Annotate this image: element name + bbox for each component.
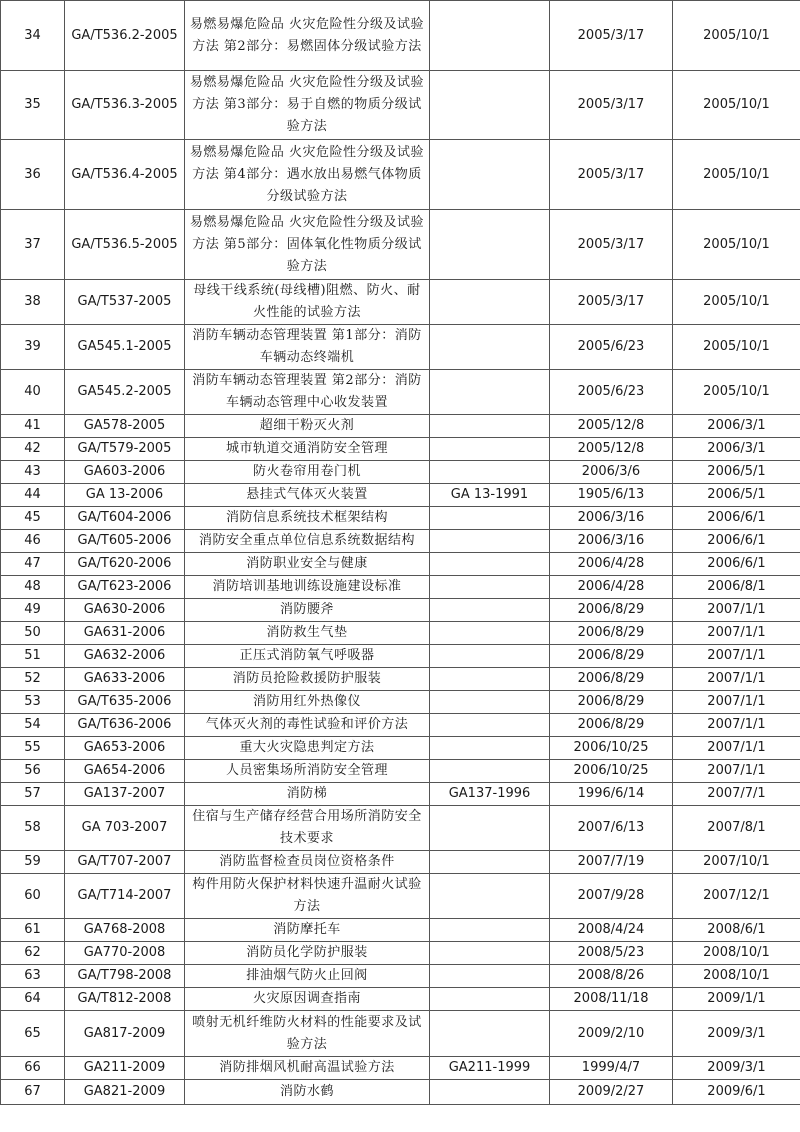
standard-name-cell: 易燃易爆危险品 火灾危险性分级及试验方法 第2部分：易燃固体分级试验方法 [185,1,430,71]
table-row [1,874,800,919]
publish-date-cell: 2005/12/8 [550,438,673,461]
replaced-standard-cell [430,668,550,691]
standard-code-cell: GA821-2009 [65,1080,185,1105]
publish-date-cell: 2006/8/29 [550,668,673,691]
standard-code-cell: GA654-2006 [65,760,185,783]
standard-name-cell: 消防培训基地训练设施建设标准 [185,576,430,599]
replaced-standard-cell [430,874,550,919]
row-number-cell: 47 [1,553,65,576]
standard-name-cell: 消防救生气垫 [185,622,430,645]
table-row [1,484,800,507]
table-row [1,691,800,714]
standard-code-cell: GA/T536.5-2005 [65,210,185,280]
effective-date-cell: 2007/1/1 [673,668,800,691]
standard-name-cell: 住宿与生产储存经营合用场所消防安全技术要求 [185,806,430,851]
row-number-cell: 66 [1,1057,65,1080]
standard-code-cell: GA 13-2006 [65,484,185,507]
effective-date-cell: 2007/1/1 [673,691,800,714]
standard-name-cell: 消防车辆动态管理装置 第2部分：消防车辆动态管理中心收发装置 [185,370,430,415]
row-number-cell: 53 [1,691,65,714]
standard-code-cell: GA137-2007 [65,783,185,806]
effective-date-cell: 2006/8/1 [673,576,800,599]
replaced-standard-cell [430,714,550,737]
row-number-cell: 67 [1,1080,65,1105]
standard-name-cell: 城市轨道交通消防安全管理 [185,438,430,461]
row-number-cell: 49 [1,599,65,622]
table-row [1,668,800,691]
standard-code-cell: GA633-2006 [65,668,185,691]
publish-date-cell: 2005/3/17 [550,1,673,71]
replaced-standard-cell [430,415,550,438]
standard-code-cell: GA/T798-2008 [65,965,185,988]
table-row [1,1,800,71]
standard-name-cell: 消防梯 [185,783,430,806]
standard-name-cell: 母线干线系统(母线槽)阻燃、防火、耐火性能的试验方法 [185,280,430,325]
row-number-cell: 51 [1,645,65,668]
row-number-cell: 36 [1,140,65,210]
replaced-standard-cell [430,325,550,370]
table-row [1,783,800,806]
effective-date-cell: 2006/6/1 [673,507,800,530]
standard-code-cell: GA/T812-2008 [65,988,185,1011]
standard-name-cell: 重大火灾隐患判定方法 [185,737,430,760]
table-row [1,461,800,484]
table-row [1,71,800,140]
effective-date-cell: 2006/5/1 [673,461,800,484]
publish-date-cell: 1996/6/14 [550,783,673,806]
publish-date-cell: 2005/6/23 [550,325,673,370]
replaced-standard-cell [430,1,550,71]
standard-code-cell: GA 703-2007 [65,806,185,851]
row-number-cell: 44 [1,484,65,507]
row-number-cell: 45 [1,507,65,530]
table-row [1,737,800,760]
standard-code-cell: GA/T623-2006 [65,576,185,599]
row-number-cell: 58 [1,806,65,851]
table-row [1,576,800,599]
effective-date-cell: 2007/1/1 [673,760,800,783]
publish-date-cell: 2006/3/6 [550,461,673,484]
standard-name-cell: 易燃易爆危险品 火灾危险性分级及试验方法 第3部分：易于自燃的物质分级试验方法 [185,71,430,140]
replaced-standard-cell [430,438,550,461]
publish-date-cell: 2006/8/29 [550,691,673,714]
standard-code-cell: GA770-2008 [65,942,185,965]
table-row [1,965,800,988]
table-row [1,1057,800,1080]
table-row [1,210,800,280]
row-number-cell: 62 [1,942,65,965]
table-row [1,919,800,942]
standard-code-cell: GA211-2009 [65,1057,185,1080]
publish-date-cell: 1905/6/13 [550,484,673,507]
table-row [1,1011,800,1057]
publish-date-cell: 2008/4/24 [550,919,673,942]
standard-name-cell: 消防腰斧 [185,599,430,622]
effective-date-cell: 2005/10/1 [673,280,800,325]
table-row [1,530,800,553]
publish-date-cell: 2006/8/29 [550,599,673,622]
replaced-standard-cell [430,691,550,714]
effective-date-cell: 2007/10/1 [673,851,800,874]
standard-name-cell: 易燃易爆危险品 火灾危险性分级及试验方法 第4部分：遇水放出易燃气体物质分级试验方法 [185,140,430,210]
replaced-standard-cell: GA137-1996 [430,783,550,806]
row-number-cell: 35 [1,71,65,140]
row-number-cell: 59 [1,851,65,874]
effective-date-cell: 2006/6/1 [673,530,800,553]
replaced-standard-cell [430,370,550,415]
publish-date-cell: 2006/8/29 [550,714,673,737]
effective-date-cell: 2009/6/1 [673,1080,800,1105]
standard-code-cell: GA603-2006 [65,461,185,484]
standard-code-cell: GA/T579-2005 [65,438,185,461]
standard-name-cell: 消防员抢险救援防护服装 [185,668,430,691]
replaced-standard-cell [430,210,550,280]
publish-date-cell: 2006/3/16 [550,507,673,530]
effective-date-cell: 2009/1/1 [673,988,800,1011]
standard-code-cell: GA/T604-2006 [65,507,185,530]
standard-name-cell: 人员密集场所消防安全管理 [185,760,430,783]
publish-date-cell: 2006/4/28 [550,553,673,576]
standard-code-cell: GA817-2009 [65,1011,185,1057]
table-row [1,806,800,851]
table-row [1,140,800,210]
standard-code-cell: GA653-2006 [65,737,185,760]
publish-date-cell: 2005/12/8 [550,415,673,438]
row-number-cell: 46 [1,530,65,553]
table-row [1,415,800,438]
table-row [1,622,800,645]
row-number-cell: 65 [1,1011,65,1057]
standard-name-cell: 消防信息系统技术框架结构 [185,507,430,530]
row-number-cell: 57 [1,783,65,806]
table-row [1,438,800,461]
row-number-cell: 39 [1,325,65,370]
standard-code-cell: GA545.1-2005 [65,325,185,370]
standard-name-cell: 火灾原因调查指南 [185,988,430,1011]
replaced-standard-cell [430,851,550,874]
replaced-standard-cell [430,553,550,576]
replaced-standard-cell: GA 13-1991 [430,484,550,507]
publish-date-cell: 2009/2/10 [550,1011,673,1057]
table-row [1,942,800,965]
replaced-standard-cell: GA211-1999 [430,1057,550,1080]
row-number-cell: 56 [1,760,65,783]
standard-name-cell: 超细干粉灭火剂 [185,415,430,438]
effective-date-cell: 2006/5/1 [673,484,800,507]
standard-name-cell: 排油烟气防火止回阀 [185,965,430,988]
table-row [1,599,800,622]
replaced-standard-cell [430,280,550,325]
standards-table-body [1,1,800,1105]
table-row [1,1080,800,1105]
publish-date-cell: 2006/8/29 [550,622,673,645]
table-row [1,851,800,874]
publish-date-cell: 2005/3/17 [550,210,673,280]
standard-code-cell: GA545.2-2005 [65,370,185,415]
table-row [1,988,800,1011]
table-row [1,507,800,530]
effective-date-cell: 2008/10/1 [673,942,800,965]
standard-name-cell: 防火卷帘用卷门机 [185,461,430,484]
publish-date-cell: 2008/11/18 [550,988,673,1011]
row-number-cell: 37 [1,210,65,280]
publish-date-cell: 2005/6/23 [550,370,673,415]
effective-date-cell: 2007/1/1 [673,737,800,760]
standard-name-cell: 构件用防火保护材料快速升温耐火试验方法 [185,874,430,919]
standard-name-cell: 消防水鹤 [185,1080,430,1105]
replaced-standard-cell [430,988,550,1011]
publish-date-cell: 2006/3/16 [550,530,673,553]
replaced-standard-cell [430,71,550,140]
row-number-cell: 48 [1,576,65,599]
table-row [1,280,800,325]
publish-date-cell: 2006/4/28 [550,576,673,599]
effective-date-cell: 2005/10/1 [673,210,800,280]
effective-date-cell: 2006/3/1 [673,415,800,438]
standard-name-cell: 易燃易爆危险品 火灾危险性分级及试验方法 第5部分：固体氧化性物质分级试验方法 [185,210,430,280]
standard-name-cell: 消防摩托车 [185,919,430,942]
replaced-standard-cell [430,806,550,851]
standard-code-cell: GA/T635-2006 [65,691,185,714]
effective-date-cell: 2005/10/1 [673,1,800,71]
publish-date-cell: 2005/3/17 [550,140,673,210]
row-number-cell: 42 [1,438,65,461]
standard-code-cell: GA/T714-2007 [65,874,185,919]
replaced-standard-cell [430,760,550,783]
table-row [1,370,800,415]
replaced-standard-cell [430,919,550,942]
replaced-standard-cell [430,645,550,668]
standard-name-cell: 悬挂式气体灭火装置 [185,484,430,507]
standard-name-cell: 消防用红外热像仪 [185,691,430,714]
replaced-standard-cell [430,737,550,760]
standard-name-cell: 气体灭火剂的毒性试验和评价方法 [185,714,430,737]
publish-date-cell: 1999/4/7 [550,1057,673,1080]
effective-date-cell: 2006/6/1 [673,553,800,576]
publish-date-cell: 2005/3/17 [550,280,673,325]
row-number-cell: 54 [1,714,65,737]
publish-date-cell: 2007/9/28 [550,874,673,919]
publish-date-cell: 2008/5/23 [550,942,673,965]
table-row [1,553,800,576]
row-number-cell: 41 [1,415,65,438]
effective-date-cell: 2007/1/1 [673,622,800,645]
effective-date-cell: 2009/3/1 [673,1011,800,1057]
standard-name-cell: 消防安全重点单位信息系统数据结构 [185,530,430,553]
row-number-cell: 34 [1,1,65,71]
standard-name-cell: 消防职业安全与健康 [185,553,430,576]
replaced-standard-cell [430,622,550,645]
standard-code-cell: GA632-2006 [65,645,185,668]
replaced-standard-cell [430,530,550,553]
standard-name-cell: 消防排烟风机耐高温试验方法 [185,1057,430,1080]
table-row [1,760,800,783]
effective-date-cell: 2007/12/1 [673,874,800,919]
effective-date-cell: 2006/3/1 [673,438,800,461]
replaced-standard-cell [430,942,550,965]
effective-date-cell: 2007/7/1 [673,783,800,806]
standard-code-cell: GA630-2006 [65,599,185,622]
standard-code-cell: GA/T636-2006 [65,714,185,737]
effective-date-cell: 2007/1/1 [673,599,800,622]
replaced-standard-cell [430,140,550,210]
effective-date-cell: 2008/10/1 [673,965,800,988]
replaced-standard-cell [430,965,550,988]
publish-date-cell: 2007/6/13 [550,806,673,851]
replaced-standard-cell [430,576,550,599]
publish-date-cell: 2008/8/26 [550,965,673,988]
table-row [1,714,800,737]
publish-date-cell: 2009/2/27 [550,1080,673,1105]
effective-date-cell: 2007/1/1 [673,645,800,668]
replaced-standard-cell [430,507,550,530]
row-number-cell: 43 [1,461,65,484]
publish-date-cell: 2006/10/25 [550,737,673,760]
row-number-cell: 61 [1,919,65,942]
standard-code-cell: GA/T537-2005 [65,280,185,325]
standard-code-cell: GA/T605-2006 [65,530,185,553]
publish-date-cell: 2005/3/17 [550,71,673,140]
effective-date-cell: 2009/3/1 [673,1057,800,1080]
standard-code-cell: GA631-2006 [65,622,185,645]
row-number-cell: 55 [1,737,65,760]
standard-name-cell: 正压式消防氧气呼吸器 [185,645,430,668]
row-number-cell: 64 [1,988,65,1011]
replaced-standard-cell [430,599,550,622]
table-row [1,645,800,668]
standard-name-cell: 消防监督检查员岗位资格条件 [185,851,430,874]
row-number-cell: 60 [1,874,65,919]
standard-code-cell: GA/T536.3-2005 [65,71,185,140]
row-number-cell: 40 [1,370,65,415]
standard-name-cell: 消防车辆动态管理装置 第1部分：消防车辆动态终端机 [185,325,430,370]
publish-date-cell: 2006/8/29 [550,645,673,668]
effective-date-cell: 2005/10/1 [673,325,800,370]
table-row [1,325,800,370]
publish-date-cell: 2007/7/19 [550,851,673,874]
effective-date-cell: 2007/8/1 [673,806,800,851]
standard-code-cell: GA/T707-2007 [65,851,185,874]
row-number-cell: 38 [1,280,65,325]
row-number-cell: 50 [1,622,65,645]
standard-name-cell: 消防员化学防护服装 [185,942,430,965]
standard-code-cell: GA/T536.2-2005 [65,1,185,71]
effective-date-cell: 2007/1/1 [673,714,800,737]
replaced-standard-cell [430,1080,550,1105]
effective-date-cell: 2005/10/1 [673,370,800,415]
row-number-cell: 52 [1,668,65,691]
row-number-cell: 63 [1,965,65,988]
standard-code-cell: GA768-2008 [65,919,185,942]
effective-date-cell: 2008/6/1 [673,919,800,942]
effective-date-cell: 2005/10/1 [673,140,800,210]
replaced-standard-cell [430,461,550,484]
standard-name-cell: 喷射无机纤维防火材料的性能要求及试验方法 [185,1011,430,1057]
publish-date-cell: 2006/10/25 [550,760,673,783]
replaced-standard-cell [430,1011,550,1057]
standard-code-cell: GA/T536.4-2005 [65,140,185,210]
standard-code-cell: GA578-2005 [65,415,185,438]
effective-date-cell: 2005/10/1 [673,71,800,140]
standard-code-cell: GA/T620-2006 [65,553,185,576]
